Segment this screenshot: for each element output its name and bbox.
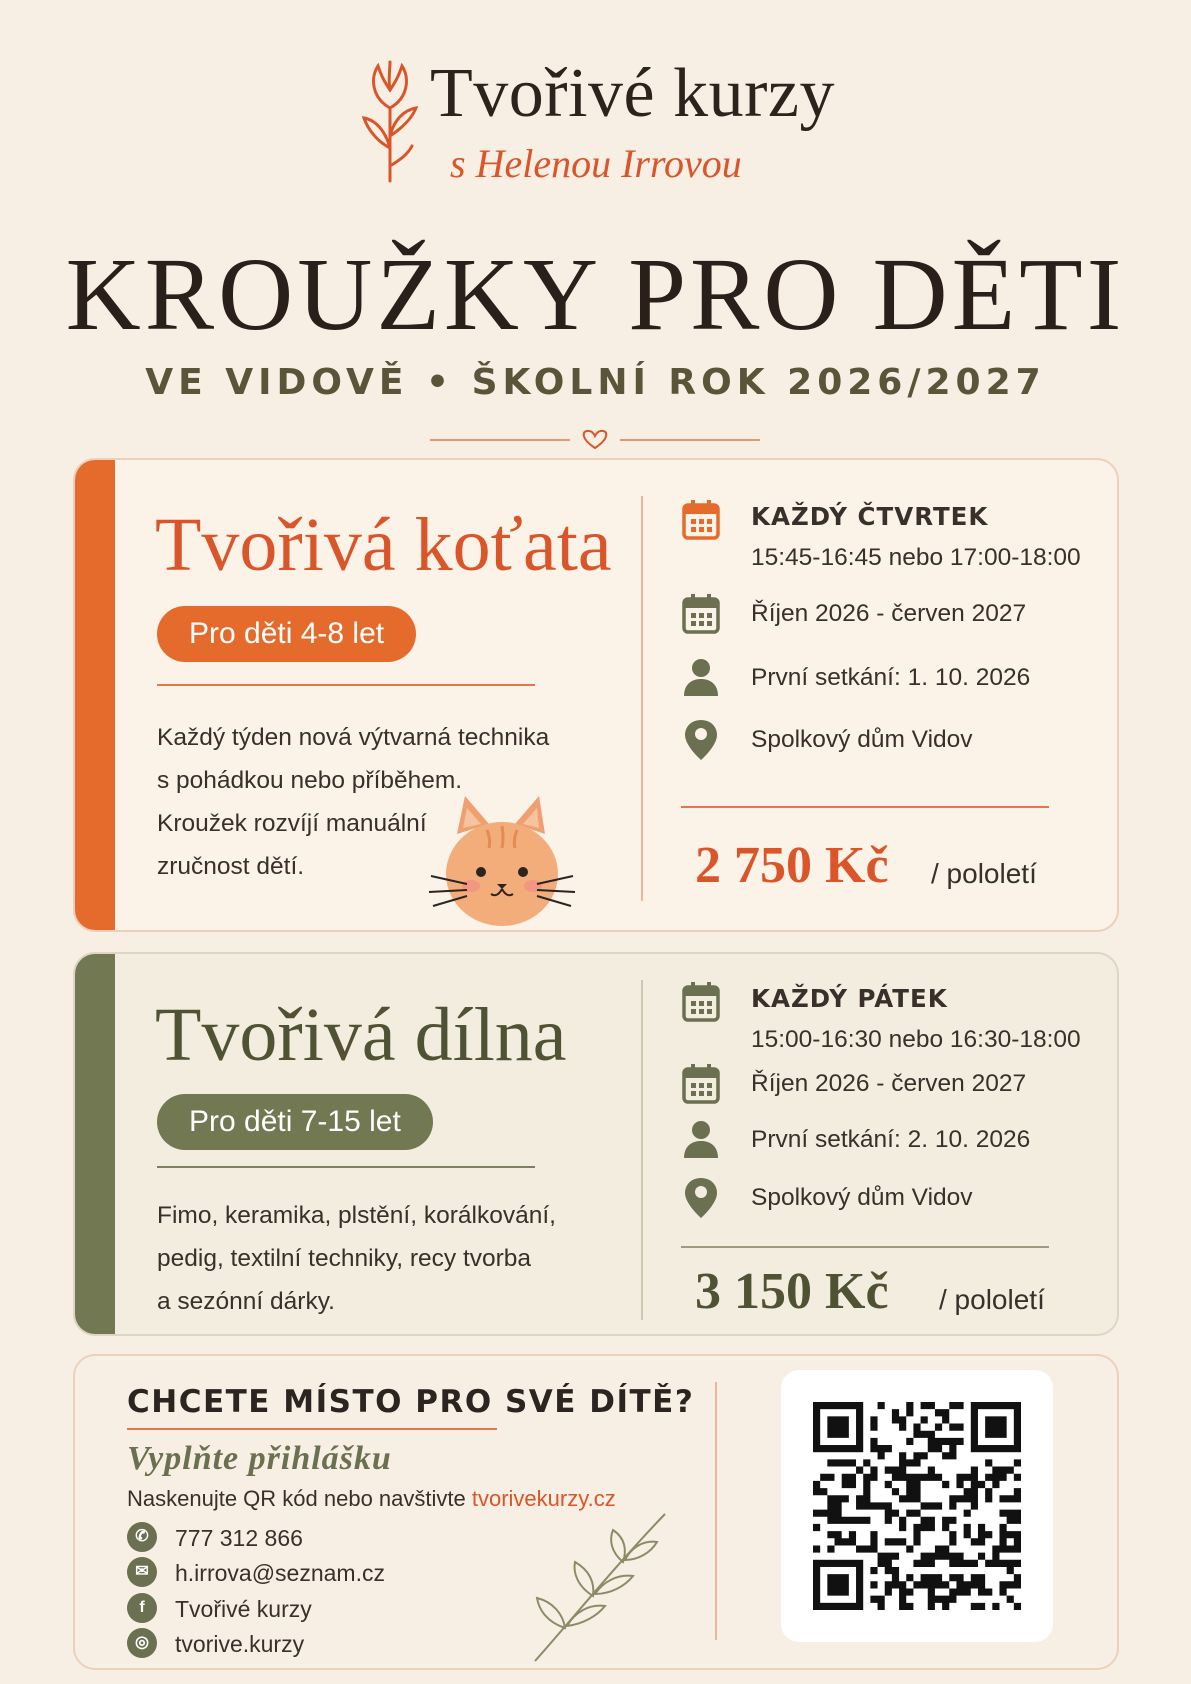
column-divider xyxy=(641,496,643,901)
divider xyxy=(127,1428,497,1430)
facebook-icon: f xyxy=(127,1593,157,1623)
course-place: Spolkový dům Vidov xyxy=(751,1184,973,1211)
calendar-icon xyxy=(681,592,721,636)
cta-subtitle: Vyplňte přihlášku xyxy=(127,1440,392,1477)
card-accent-bar xyxy=(75,954,115,1334)
heart-icon xyxy=(584,431,607,448)
first-meeting: První setkání: 2. 10. 2026 xyxy=(751,1126,1031,1153)
price-unit: / pololetí xyxy=(931,858,1037,889)
logo-subtitle: s Helenou Irrovou xyxy=(450,141,742,186)
course-title: Tvořivá koťata xyxy=(155,503,612,587)
course-card-dilna xyxy=(73,952,1119,1336)
cta-text: Naskenujte QR kód nebo navštivte tvorivekurzy.cz xyxy=(127,1486,616,1511)
phone-icon: ✆ xyxy=(127,1522,157,1552)
card-accent-bar xyxy=(75,460,115,930)
course-card-kotata xyxy=(73,458,1119,932)
course-title: Tvořivá dílna xyxy=(155,993,567,1077)
divider xyxy=(681,806,1049,808)
cta-title: CHCETE MÍSTO PRO SVÉ DÍTĚ? xyxy=(127,1384,695,1420)
tulip-logo-icon xyxy=(350,56,430,186)
course-description: Fimo, keramika, plstění, korálkování, pedig, textilní techniky, recy tvorba a sezónní dárky. xyxy=(157,1202,556,1315)
column-divider xyxy=(715,1382,717,1640)
course-period: Říjen 2026 - červen 2027 xyxy=(751,1070,1027,1097)
person-icon xyxy=(681,656,721,700)
email-icon: ✉ xyxy=(127,1557,157,1587)
cat-illustration xyxy=(427,794,577,932)
heart-divider xyxy=(430,428,760,452)
leaf-branch-illustration xyxy=(525,1506,675,1666)
location-pin-icon xyxy=(681,718,721,762)
person-icon xyxy=(681,1118,721,1162)
course-time: 15:00-16:30 nebo 16:30-18:00 xyxy=(751,1026,1081,1053)
signup-section: CHCETE MÍSTO PRO SVÉ DÍTĚ? Vyplňte přihlášku Naskenujte QR kód nebo navštivte tvorivekurzy.cz ✆ 777 312 866 ✉ h.irrova@seznam.cz f Tvořivé kurzy ◎ tvorive.kurzy xyxy=(73,1354,1119,1670)
course-price: 2 750 Kč xyxy=(695,837,889,894)
qr-code[interactable] xyxy=(813,1402,1021,1610)
course-time: 15:45-16:45 nebo 17:00-18:00 xyxy=(751,544,1081,571)
column-divider xyxy=(641,980,643,1320)
course-day: KAŽDÝ ČTVRTEK xyxy=(751,502,989,531)
age-badge: Pro děti 7-15 let xyxy=(157,1094,433,1150)
course-period: Říjen 2026 - červen 2027 xyxy=(751,600,1027,627)
course-place: Spolkový dům Vidov xyxy=(751,726,973,753)
calendar-icon xyxy=(681,498,721,542)
location-pin-icon xyxy=(681,1176,721,1220)
website-link[interactable]: tvorivekurzy.cz xyxy=(471,1486,616,1511)
page-title: KROUŽKY PRO DĚTI xyxy=(65,237,1126,352)
first-meeting: První setkání: 1. 10. 2026 xyxy=(751,664,1031,691)
price-unit: / pololetí xyxy=(939,1284,1045,1315)
age-badge: Pro děti 4-8 let xyxy=(157,606,416,662)
instagram-icon: ◎ xyxy=(127,1628,157,1658)
course-price: 3 150 Kč xyxy=(695,1263,889,1320)
calendar-icon xyxy=(681,1062,721,1106)
calendar-icon xyxy=(681,980,721,1024)
page-subtitle: VE VIDOVĚ • ŠKOLNÍ ROK 2026/2027 xyxy=(145,362,1046,403)
divider xyxy=(681,1246,1049,1248)
logo xyxy=(350,50,870,190)
course-day: KAŽDÝ PÁTEK xyxy=(751,984,948,1013)
divider xyxy=(157,684,535,686)
course-description: Každý týden nová výtvarná technika s pohádkou nebo příběhem. Kroužek rozvíjí manuální zručnost dětí. xyxy=(157,724,550,880)
qr-code-box[interactable] xyxy=(781,1370,1053,1642)
divider xyxy=(157,1166,535,1168)
logo-title: Tvořivé kurzy xyxy=(430,55,835,132)
